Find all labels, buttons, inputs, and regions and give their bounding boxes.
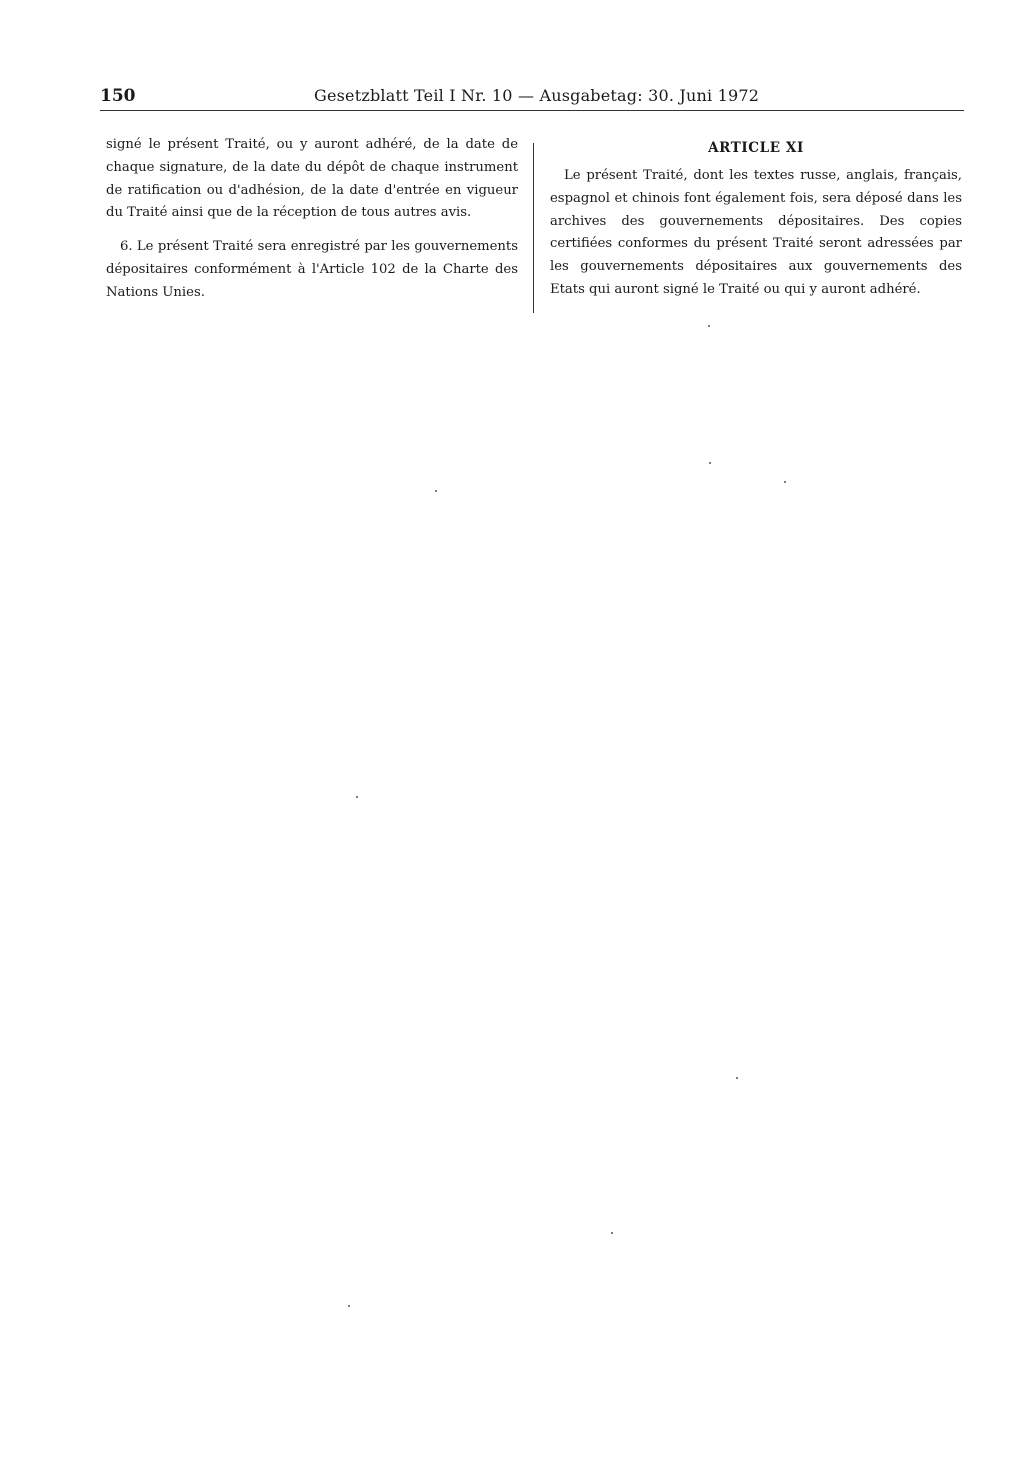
left-paragraph-6: 6. Le présent Traité sera enregistré par les gouvernements dépositaires conformément à l'Article 102 de la Charte des Nations Unies. xyxy=(106,239,518,300)
left-column xyxy=(106,134,518,316)
scan-speck xyxy=(784,481,786,483)
right-paragraph-article-xi: Le présent Traité, dont les textes russe, anglais, français, espagnol et chinois font également fois, sera déposé dans les archives des gouvernements dépositaires. Des copies certifiées conformes du présent Traité seront adressées par les gouvernements dépositaires aux gouvernements des Etats qui auront signé le Traité ou qui y auront adhéré. xyxy=(550,168,962,297)
right-column xyxy=(550,134,962,313)
scan-speck xyxy=(709,462,711,464)
page-number: 150 xyxy=(100,86,136,106)
running-title: Gesetzblatt Teil I Nr. 10 — Ausgabetag: 30. Juni 1972 xyxy=(314,86,760,105)
scan-speck xyxy=(348,1305,350,1307)
header-rule xyxy=(100,110,964,111)
scan-speck xyxy=(736,1077,738,1079)
scan-speck xyxy=(356,796,358,798)
scan-speck xyxy=(611,1232,613,1234)
scan-speck xyxy=(435,490,437,492)
left-paragraph-continuation: signé le présent Traité, ou y auront adhéré, de la date de chaque signature, de la date du dépôt de chaque instrument de ratification ou d'adhésion, de la date d'entrée en vigueur du Traité ainsi que de la réception de tous autres avis. xyxy=(106,137,518,221)
page-header xyxy=(100,86,962,110)
scan-speck xyxy=(708,325,710,327)
article-heading: ARTICLE XI xyxy=(708,140,804,156)
column-divider xyxy=(533,143,534,313)
